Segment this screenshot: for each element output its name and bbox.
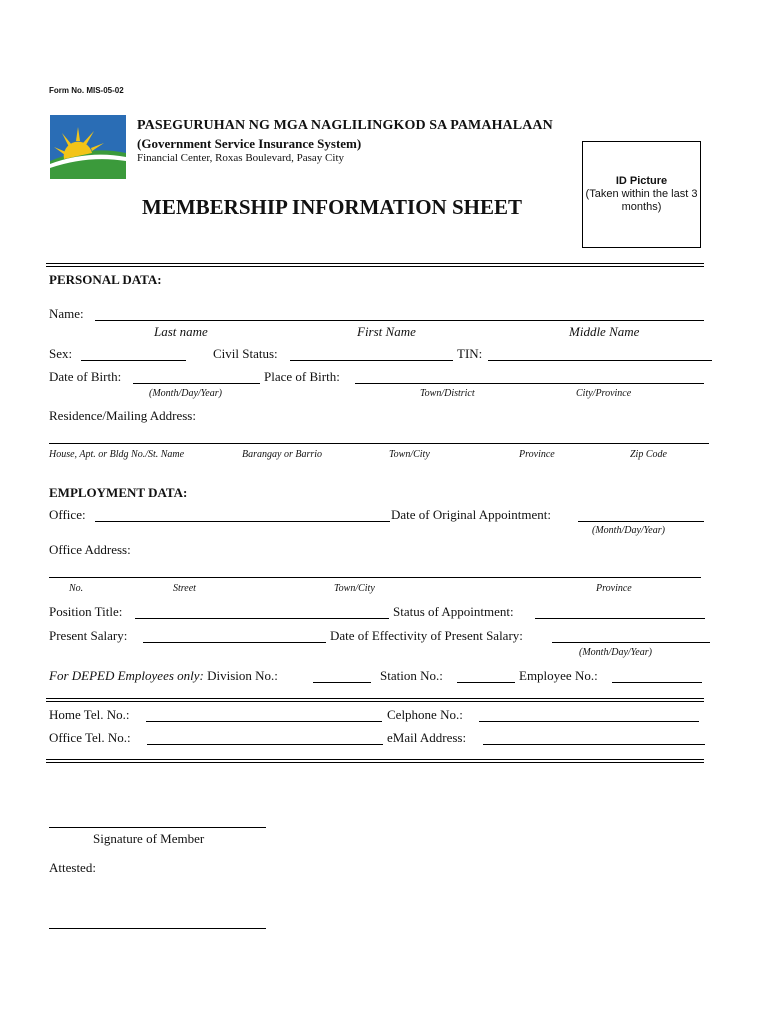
- town-district-caption: Town/District: [420, 388, 475, 399]
- name-label: Name:: [49, 306, 84, 321]
- tin-field[interactable]: [488, 360, 712, 361]
- first-name-caption: First Name: [357, 324, 416, 339]
- appointment-date-label: Date of Original Appointment:: [391, 507, 551, 522]
- employee-no-label: Employee No.:: [519, 668, 598, 683]
- station-field[interactable]: [457, 682, 515, 683]
- org-name-english: (Government Service Insurance System): [137, 136, 362, 151]
- section-divider: [46, 759, 704, 763]
- personal-data-heading: PERSONAL DATA:: [49, 272, 162, 287]
- pob-field[interactable]: [355, 383, 704, 384]
- salary-effectivity-field[interactable]: [552, 642, 710, 643]
- email-label: eMail Address:: [387, 730, 467, 745]
- appointment-date-format: (Month/Day/Year): [592, 525, 665, 536]
- division-label: Division No.:: [203, 668, 278, 683]
- attested-signature-field[interactable]: [49, 928, 266, 929]
- dob-format-caption: (Month/Day/Year): [149, 388, 222, 399]
- form-title: MEMBERSHIP INFORMATION SHEET: [142, 195, 522, 219]
- middle-name-caption: Middle Name: [569, 324, 640, 339]
- position-title-label: Position Title:: [49, 604, 123, 619]
- org-name: PASEGURUHAN NG MGA NAGLILINGKOD SA PAMAHALAAN: [137, 118, 553, 133]
- last-name-caption: Last name: [154, 324, 208, 339]
- address-label: Residence/Mailing Address:: [49, 408, 196, 423]
- section-divider: [46, 698, 704, 702]
- sun-logo-icon: [50, 115, 126, 179]
- org-address: Financial Center, Roxas Boulevard, Pasay City: [137, 152, 344, 164]
- id-picture-title: ID Picture: [615, 175, 668, 187]
- name-field[interactable]: [95, 320, 704, 321]
- appointment-date-field[interactable]: [578, 521, 704, 522]
- address-field[interactable]: [49, 443, 709, 444]
- division-field[interactable]: [313, 682, 371, 683]
- station-label: Station No.:: [380, 668, 443, 683]
- city-province-caption: City/Province: [576, 388, 632, 399]
- id-picture-note: (Taken within the last 3 months): [585, 188, 698, 213]
- addr-house-caption: House, Apt. or Bldg No./St. Name: [49, 449, 185, 460]
- office-tel-field[interactable]: [147, 744, 383, 745]
- civil-status-label: Civil Status:: [213, 346, 278, 361]
- office-tel-label: Office Tel. No.:: [49, 730, 131, 745]
- office-addr-no-caption: No.: [69, 583, 84, 594]
- sex-label: Sex:: [49, 346, 73, 361]
- id-picture-box[interactable]: [582, 141, 701, 248]
- present-salary-label: Present Salary:: [49, 628, 128, 643]
- addr-barangay-caption: Barangay or Barrio: [242, 449, 322, 460]
- office-addr-town-caption: Town/City: [334, 583, 375, 594]
- office-label: Office:: [49, 507, 86, 522]
- office-address-label: Office Address:: [49, 542, 131, 557]
- home-tel-field[interactable]: [146, 721, 382, 722]
- addr-province-caption: Province: [519, 449, 555, 460]
- civil-status-field[interactable]: [290, 360, 453, 361]
- celphone-field[interactable]: [479, 721, 699, 722]
- salary-effectivity-label: Date of Effectivity of Present Salary:: [330, 628, 523, 643]
- office-address-field[interactable]: [49, 577, 701, 578]
- email-field[interactable]: [483, 744, 705, 745]
- office-field[interactable]: [95, 521, 390, 522]
- office-addr-province-caption: Province: [596, 583, 632, 594]
- form-number: Form No. MIS-05-02: [49, 86, 124, 95]
- tin-label: TIN:: [457, 346, 483, 361]
- celphone-label: Celphone No.:: [387, 707, 463, 722]
- salary-effectivity-format: (Month/Day/Year): [579, 647, 652, 658]
- addr-zip-caption: Zip Code: [630, 449, 667, 460]
- deped-row: [49, 668, 278, 684]
- member-signature-field[interactable]: [49, 827, 266, 828]
- attested-label: Attested:: [49, 860, 96, 875]
- dob-field[interactable]: [133, 383, 260, 384]
- appointment-status-field[interactable]: [535, 618, 705, 619]
- present-salary-field[interactable]: [143, 642, 326, 643]
- employment-data-heading: EMPLOYMENT DATA:: [49, 485, 188, 500]
- gsis-logo: [50, 115, 126, 179]
- employee-no-field[interactable]: [612, 682, 702, 683]
- section-divider: [46, 263, 704, 267]
- office-addr-street-caption: Street: [173, 583, 196, 594]
- signature-label: Signature of Member: [93, 831, 205, 846]
- pob-label: Place of Birth:: [264, 369, 340, 384]
- sex-field[interactable]: [81, 360, 186, 361]
- dob-label: Date of Birth:: [49, 369, 122, 384]
- position-title-field[interactable]: [135, 618, 389, 619]
- deped-label: For DEPED Employees only:: [49, 668, 204, 683]
- appointment-status-label: Status of Appointment:: [393, 604, 514, 619]
- home-tel-label: Home Tel. No.:: [49, 707, 130, 722]
- addr-town-caption: Town/City: [389, 449, 430, 460]
